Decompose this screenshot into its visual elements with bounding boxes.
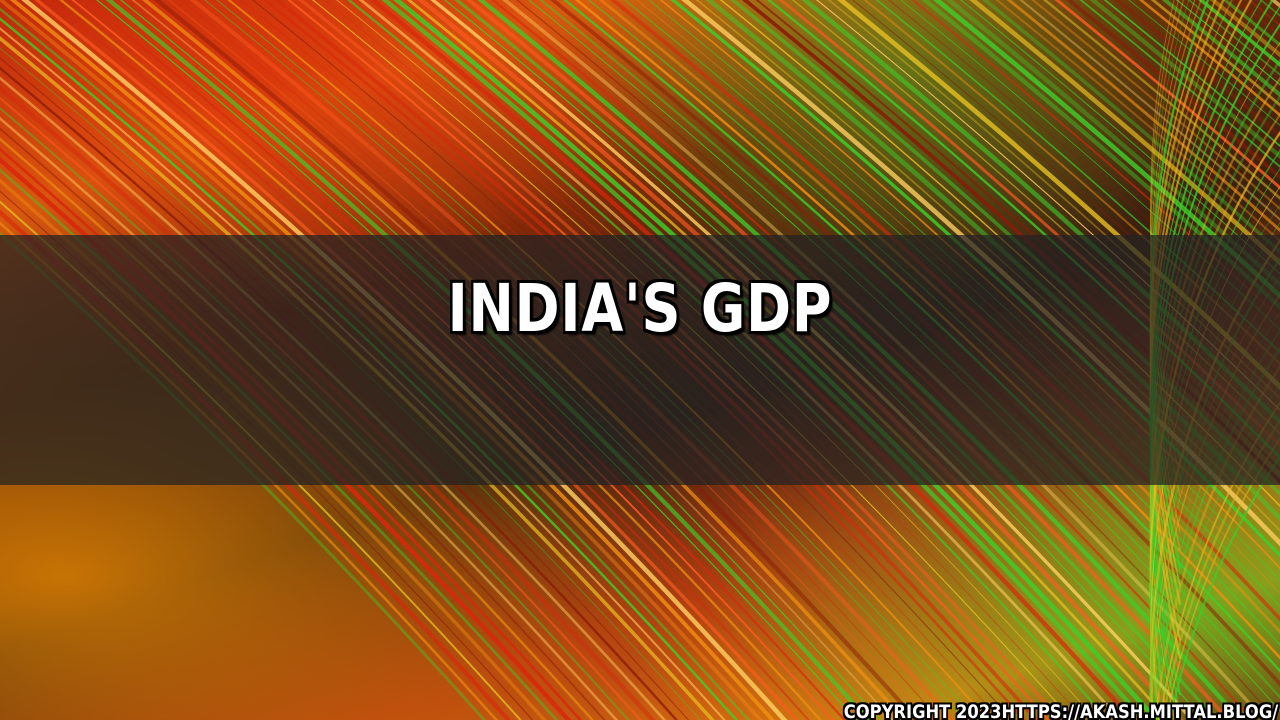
page-title: INDIA'S GDP <box>447 270 833 347</box>
copyright-watermark: COPYRIGHT 2023HTTPS://AKASH.MITTAL.BLOG/ <box>843 701 1278 720</box>
